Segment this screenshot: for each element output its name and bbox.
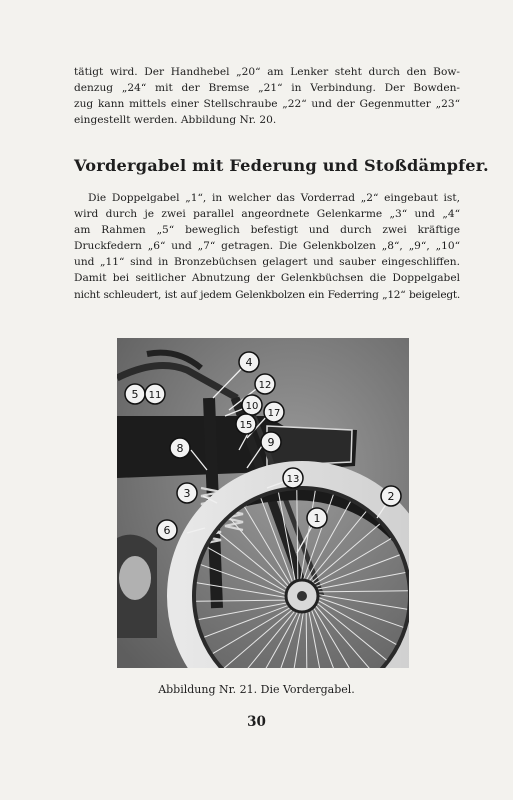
intro-paragraph xyxy=(74,64,460,128)
section-heading: Vordergabel mit Federung und Stoßdämpfer. xyxy=(74,156,489,175)
callout-10 xyxy=(242,395,262,415)
callout-label: 17 xyxy=(267,408,281,419)
text-line: zug kann mittels einer Stellschraube „22“ und der Gegenmutter „23“ xyxy=(74,98,460,111)
text-line: denzug „24“ mit der Bremse „21“ in Verbindung. Der Bowden- xyxy=(74,82,460,95)
callout-label: 1 xyxy=(313,512,321,525)
callout-13 xyxy=(283,468,303,488)
text-line: Damit bei seitlicher Abnutzung der Gelenkbüchsen die Doppelgabel xyxy=(74,272,460,285)
text-line: und „11“ sind in Bronzebüchsen gelagert und sauber eingeschliffen. xyxy=(74,256,460,269)
callout-12 xyxy=(255,374,275,394)
callout-label: 2 xyxy=(387,490,395,503)
text-line: wird durch je zwei parallel angeordnete Gelenkarme „3“ und „4“ xyxy=(74,208,460,221)
callout-label: 10 xyxy=(245,401,259,412)
callout-5 xyxy=(125,384,145,404)
callout-label: 12 xyxy=(258,380,272,391)
text-line: eingestellt werden. Abbildung Nr. 20. xyxy=(74,114,277,127)
callout-1 xyxy=(307,508,327,528)
text-line: nicht schleudert, ist auf jedem Gelenkbolzen ein Federring „12“ beigelegt. xyxy=(74,288,460,301)
callout-label: 15 xyxy=(239,420,253,431)
callout-label: 4 xyxy=(245,356,253,369)
fork-description-paragraph xyxy=(74,190,460,303)
callout-9 xyxy=(261,432,281,452)
callout-label: 5 xyxy=(131,388,139,401)
callout-4 xyxy=(239,352,259,372)
callout-17 xyxy=(264,402,284,422)
front-fork-illustration xyxy=(117,338,409,668)
text-line: tätigt wird. Der Handhebel „20“ am Lenker steht durch den Bow- xyxy=(74,66,460,78)
callout-label: 6 xyxy=(163,524,171,537)
text-line: Druckfedern „6“ und „7“ getragen. Die Gelenkbolzen „8“, „9“, „10“ xyxy=(74,240,460,253)
callout-11 xyxy=(145,384,165,404)
callout-3 xyxy=(177,483,197,503)
callout-label: 3 xyxy=(183,487,191,500)
callout-8 xyxy=(170,438,190,458)
figure-caption: Abbildung Nr. 21. Die Vordergabel. xyxy=(158,683,355,696)
callout-label: 9 xyxy=(267,436,275,449)
callout-2 xyxy=(381,486,401,506)
callout-label: 8 xyxy=(176,442,184,455)
callout-label: 13 xyxy=(286,474,300,485)
front-fork-photo xyxy=(117,338,409,668)
text-line: Die Doppelgabel „1“, in welcher das Vorderrad „2“ eingebaut ist, xyxy=(88,192,460,204)
callout-15 xyxy=(236,414,256,434)
callout-label: 11 xyxy=(148,390,162,401)
page-number: 30 xyxy=(247,714,266,730)
text-line: am Rahmen „5“ beweglich befestigt und durch zwei kräftige xyxy=(74,224,460,237)
callout-6 xyxy=(157,520,177,540)
